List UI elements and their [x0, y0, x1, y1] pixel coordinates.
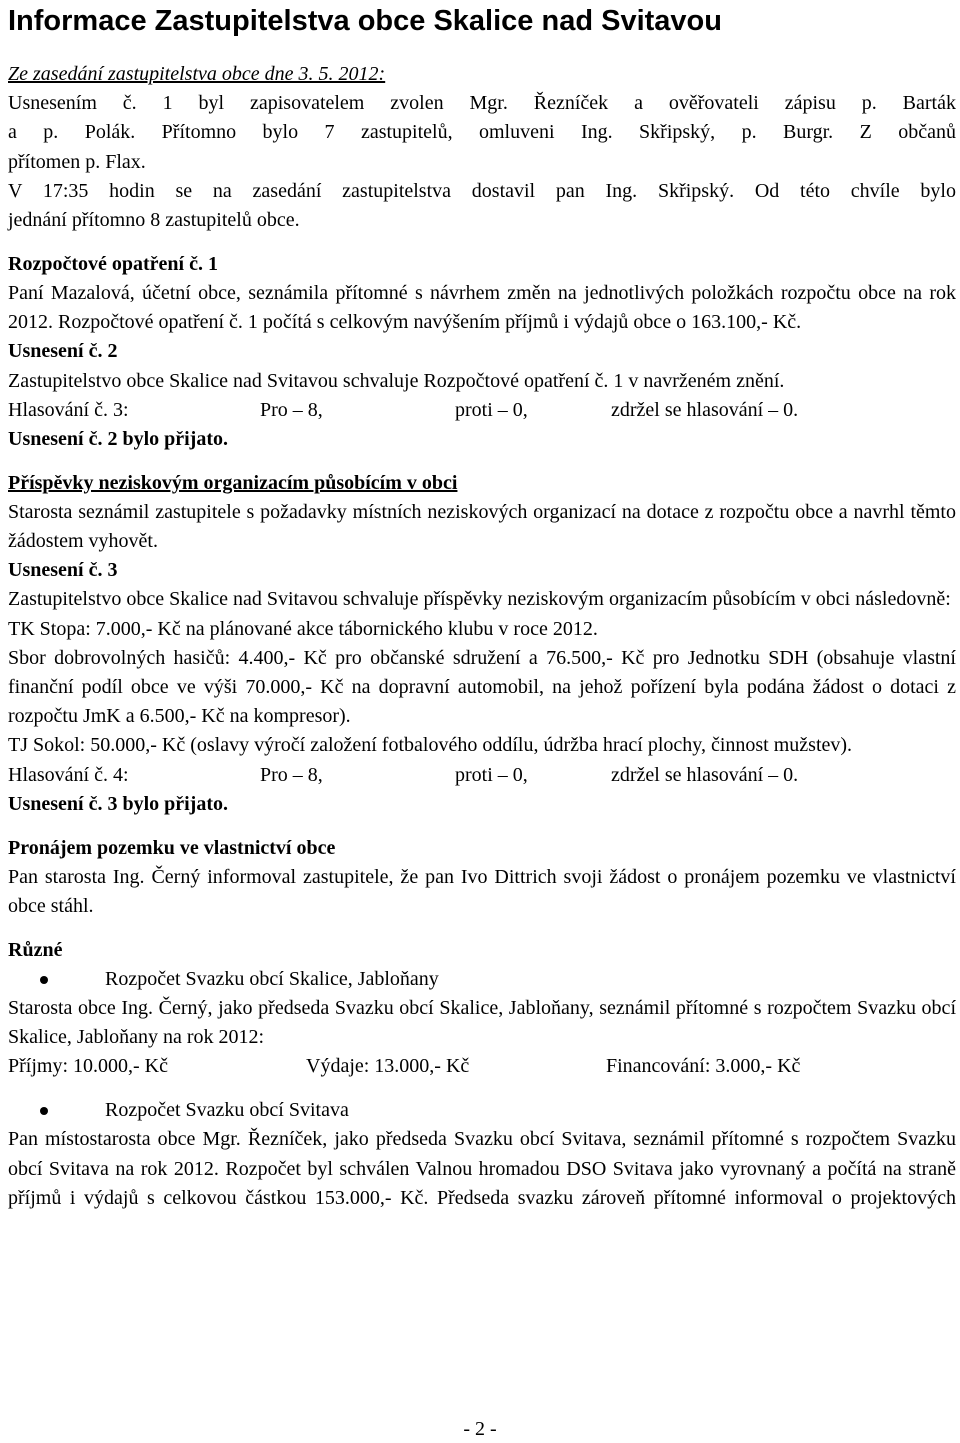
vote-abstain: zdržel se hlasování – 0.: [611, 398, 799, 421]
expenses-value: Výdaje: 13.000,- Kč: [306, 1055, 470, 1078]
financing-value: Financování: 3.000,- Kč: [606, 1055, 801, 1078]
resolution-text: Zastupitelstvo obce Skalice nad Svitavou schvaluje příspěvky neziskovým organizacím působícím v obci následovně:: [8, 588, 951, 611]
resolution-result: Usnesení č. 3 bylo přijato.: [8, 792, 228, 815]
vote-against: proti – 0,: [455, 398, 528, 421]
income-value: Příjmy: 10.000,- Kč: [8, 1055, 168, 1078]
misc-text: Starosta obce Ing. Černý, jako předseda Svazku obcí Skalice, Jabloňany, seznámil přítomné s rozpočtem Svazku obcí Skalice, Jabloňany na rok 2012:: [8, 997, 956, 1049]
lease-text: Pan starosta Ing. Černý informoval zastupitele, že pan Ivo Dittrich svoji žádost o pronájem pozemku ve vlastnictví obce stáhl.: [8, 865, 956, 917]
budget-text: Paní Mazalová, účetní obce, seznámila přítomné s návrhem změn na jednotlivých položkách rozpočtu obce na rok 2012. Rozpočtové opatření č. 1 počítá s celkovým navýšením příjmů i výdajů obce o 163.100,- Kč.: [8, 281, 956, 334]
vote-row: [8, 761, 956, 790]
bullet-text: Rozpočet Svazku obcí Skalice, Jabloňany: [105, 967, 439, 990]
meeting-line: a p. Polák. Přítomno bylo 7 zastupitelů, omluveni Ing. Skřipský, p. Burgr. Z občanů: [8, 121, 956, 144]
page-number: - 2 -: [463, 1418, 497, 1440]
vote-for: Pro – 8,: [260, 763, 323, 786]
section-heading-nonprofit: Příspěvky neziskovým organizacím působícím v obci: [8, 471, 458, 494]
meeting-line: přítomen p. Flax.: [8, 150, 146, 173]
meeting-line: Usnesením č. 1 byl zapisovatelem zvolen Mgr. Řezníček a ověřovateli zápisu p. Barták: [8, 92, 956, 115]
misc-text: Pan místostarosta obce Mgr. Řezníček, jako předseda Svazku obcí Svitava, seznámil přítomné s rozpočtem Svazku obcí Svitava na rok 2012. Rozpočet byl schválen Valnou hromadou DSO Svitava jako vyrovnaný a počítá na straně příjmů i výdajů s celkovou částkou 153.000,- Kč. Předseda svazku zároveň přítomné informoval o projektových: [8, 1128, 956, 1209]
vote-row: [8, 396, 956, 425]
vote-label: Hlasování č. 4:: [8, 763, 129, 786]
bullet-icon: [40, 976, 48, 984]
section-heading-misc: Různé: [8, 938, 63, 961]
bullet-text: Rozpočet Svazku obcí Svitava: [105, 1099, 349, 1122]
budget-figures-row: [8, 1052, 956, 1081]
vote-label: Hlasování č. 3:: [8, 398, 129, 421]
section-heading-lease: Pronájem pozemku ve vlastnictví obce: [8, 836, 336, 859]
meeting-line: jednání přítomno 8 zastupitelů obce.: [8, 209, 300, 232]
document-page: [8, 0, 956, 1213]
nonprofit-text: Starosta seznámil zastupitele s požadavky místních neziskových organizací na dotace z rozpočtu obce a navrhl těmto žádostem vyhovět.: [8, 500, 956, 553]
vote-for: Pro – 8,: [260, 398, 323, 421]
vote-abstain: zdržel se hlasování – 0.: [611, 763, 799, 786]
resolution-heading: Usnesení č. 3: [8, 559, 118, 582]
contribution-item: TJ Sokol: 50.000,- Kč (oslavy výročí založení fotbalového oddílu, údržba hrací plochy, činnost mužstev).: [8, 734, 853, 757]
list-item: [8, 965, 956, 994]
meeting-heading: Ze zasedání zastupitelstva obce dne 3. 5. 2012:: [8, 63, 386, 85]
resolution-result: Usnesení č. 2 bylo přijato.: [8, 427, 228, 450]
bullet-icon: [40, 1107, 48, 1115]
resolution-heading: Usnesení č. 2: [8, 340, 118, 363]
section-heading-budget: Rozpočtové opatření č. 1: [8, 252, 218, 275]
meeting-line: V 17:35 hodin se na zasedání zastupitelstva dostavil pan Ing. Skřipský. Od této chvíle bylo: [8, 179, 956, 202]
contribution-item: TK Stopa: 7.000,- Kč na plánované akce tábornického klubu v roce 2012.: [8, 617, 598, 640]
resolution-text: Zastupitelstvo obce Skalice nad Svitavou schvaluje Rozpočtové opatření č. 1 v navrženém znění.: [8, 369, 785, 392]
vote-against: proti – 0,: [455, 763, 528, 786]
page-title: Informace Zastupitelstva obce Skalice nad Svitavou: [8, 5, 722, 37]
contribution-item: Sbor dobrovolných hasičů: 4.400,- Kč pro občanské sdružení a 76.500,- Kč pro Jednotku SDH (obsahuje vlastní finanční podíl obce ve výši 70.000,- Kč na dopravní automobil, na jehož pořízení byla podána žádost o dotaci z rozpočtu JmK a 6.500,- Kč na kompresor).: [8, 646, 956, 728]
list-item: [8, 1096, 956, 1125]
